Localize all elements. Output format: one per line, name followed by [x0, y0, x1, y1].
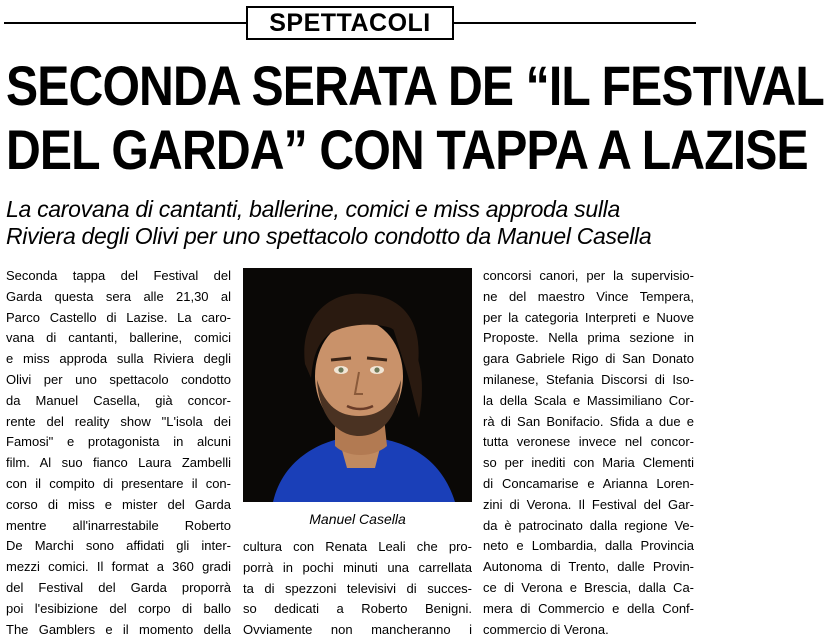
article-line: tutta veronese invece nel concor-: [483, 434, 694, 450]
article-line: mera di Commercio e della Conf-: [483, 600, 694, 616]
article-line: The Gamblers e il momento della: [6, 621, 231, 637]
portrait-photo: [243, 268, 472, 502]
article-line: commercio di Verona.: [483, 621, 609, 637]
article-line: di Concamarise e Arianna Loren-: [483, 475, 694, 491]
article-line: del Festival del Garda proporrà: [6, 579, 231, 595]
article-line: corso di miss e mister del Garda: [6, 496, 231, 512]
article-line: milanese, Stefania Discorsi di Iso-: [483, 371, 694, 387]
article-line: Parco Castello di Lazise. La caro-: [6, 309, 231, 325]
article-line: Autonoma di Trento, dalle Provin-: [483, 559, 694, 575]
article-line: rente del reality show "L'isola dei: [6, 413, 231, 429]
article-line: cultura con Renata Leali che pro-: [243, 539, 472, 554]
article-line: da è patrocinato dalla regione Ve-: [483, 517, 694, 533]
article-line: rà di San Bonifacio. Sfida a due e: [483, 413, 694, 429]
subheadline-line-1: La carovana di cantanti, ballerine, comici e miss approda sulla: [6, 196, 620, 222]
article-line: gara Gabriele Rigo di San Donato: [483, 351, 694, 367]
portrait-illustration: [243, 268, 472, 502]
article-line: da Manuel Casella, già concor-: [6, 392, 231, 408]
article-column-right: [483, 266, 694, 640]
article-line: Ovviamente non mancheranno i: [243, 622, 472, 638]
article-line: con il compito di presentare il con-: [6, 475, 231, 491]
section-label: SPETTACOLI: [246, 6, 454, 40]
article-line: ne del maestro Vince Tempera,: [483, 288, 694, 304]
article-column-left: [6, 266, 231, 640]
article-line: mentre all'inarrestabile Roberto: [6, 517, 231, 533]
article-line: Famosi" e protagonista in alcuni: [6, 434, 231, 450]
subheadline: [6, 196, 696, 250]
article-line: so per inediti con Maria Clementi: [483, 455, 694, 471]
article-line: poi l'esibizione del corpo di ballo: [6, 600, 231, 616]
article-line: porrà in pochi minuti una carrellata: [243, 559, 472, 575]
article-line: ta di spezzoni televisivi di succes-: [243, 580, 472, 596]
article-line: Proposte. Nella prima sezione in: [483, 330, 694, 346]
article-line: vana di cantanti, ballerine, comici: [6, 330, 231, 346]
article-line: Seconda tappa del Festival del: [6, 268, 231, 283]
article-line: De Marchi sono affidati gli inter-: [6, 538, 231, 554]
article-line: per la categoria Interpreti e Nuove: [483, 309, 694, 325]
article-line: ce di Verona e Brescia, dalla Ca-: [483, 579, 694, 595]
article-line: neto e Lombardia, dalla Provincia: [483, 538, 694, 554]
article-line: Garda questa sera alle 21,30 al: [6, 288, 231, 304]
photo-caption: Manuel Casella: [309, 511, 406, 527]
article-line: Olivi per uno spettacolo condotto: [6, 371, 231, 387]
subheadline-line-2: Riviera degli Olivi per uno spettacolo condotto da Manuel Casella: [6, 223, 652, 249]
article-line: so dedicati a Roberto Benigni.: [243, 601, 472, 617]
article-line: mezzi comici. Il format a 360 gradi: [6, 559, 231, 575]
headline-line-1: SECONDA SERATA DE “IL FESTIVAL: [6, 54, 824, 117]
headline: [6, 54, 824, 182]
article-line: e miss approda sulla Riviera degli: [6, 351, 231, 367]
article-column-middle: [243, 537, 472, 641]
headline-line-2: DEL GARDA” CON TAPPA A LAZISE: [6, 118, 808, 181]
article-line: concorsi canori, per la supervisio-: [483, 268, 694, 283]
article-line: film. Al suo fianco Laura Zambelli: [6, 455, 231, 471]
article-line: la della Scala e Massimiliano Cor-: [483, 392, 694, 408]
article-line: zini di Verona. Il Festival del Gar-: [483, 496, 694, 512]
